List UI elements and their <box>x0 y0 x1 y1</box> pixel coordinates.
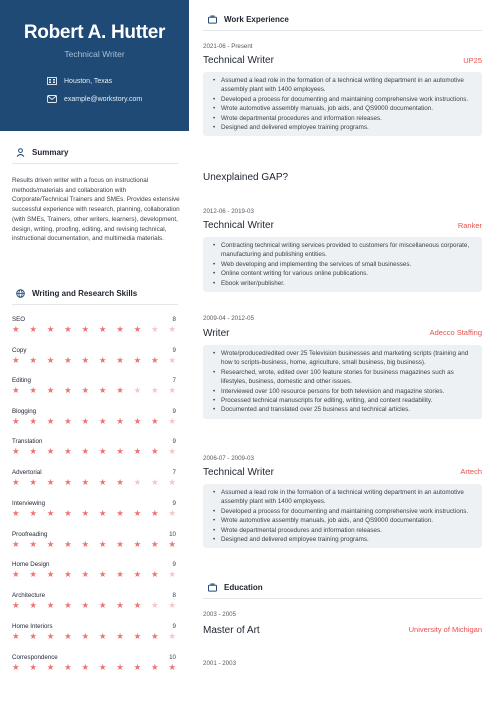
bullet-item: • Web developing and implementing the services of small businesses. <box>221 260 474 269</box>
bullet-item: • Designed and delivered employee training programs. <box>221 535 474 544</box>
star-icon: ★ <box>46 324 55 334</box>
skill-name: Interviewing <box>12 500 46 507</box>
star-icon: ★ <box>46 446 55 456</box>
star-icon: ★ <box>151 569 159 579</box>
star-icon: ★ <box>133 662 142 672</box>
star-icon: ★ <box>29 324 37 334</box>
skill-score: 9 <box>172 623 176 630</box>
star-icon: ★ <box>98 446 107 456</box>
star-icon: ★ <box>168 600 176 610</box>
skill-name: SEO <box>12 316 26 323</box>
star-icon: ★ <box>98 539 107 549</box>
skill-stars <box>12 356 176 365</box>
star-icon: ★ <box>98 385 107 395</box>
star-icon: ★ <box>81 477 90 487</box>
star-icon: ★ <box>133 355 142 365</box>
star-icon: ★ <box>12 355 20 365</box>
skill-stars <box>12 663 176 672</box>
star-icon: ★ <box>98 416 107 426</box>
skills-title: Writing and Research Skills <box>32 289 138 298</box>
star-icon: ★ <box>12 416 20 426</box>
skill-stars <box>12 417 176 426</box>
skill-score: 8 <box>172 316 176 323</box>
star-icon: ★ <box>46 477 55 487</box>
star-icon: ★ <box>29 477 37 487</box>
star-icon: ★ <box>116 631 124 641</box>
skill-score: 9 <box>172 438 176 445</box>
profile-header <box>0 0 189 131</box>
location-text: Houston, Texas <box>64 77 113 85</box>
star-icon: ★ <box>116 600 124 610</box>
education-heading <box>208 583 263 592</box>
skill-score: 9 <box>172 500 176 507</box>
star-icon: ★ <box>46 631 55 641</box>
star-icon: ★ <box>29 569 37 579</box>
skill-score: 10 <box>169 531 176 538</box>
experience-heading <box>208 15 289 24</box>
skill-stars <box>12 540 176 549</box>
star-icon: ★ <box>46 662 55 672</box>
star-icon: ★ <box>81 600 90 610</box>
bullet-item: • Wrote automotive assembly manuals, job aids, and QS9000 documentation. <box>221 516 474 525</box>
skills-divider <box>12 304 178 305</box>
star-icon: ★ <box>81 569 90 579</box>
star-icon: ★ <box>151 508 159 518</box>
summary-divider <box>12 163 178 164</box>
job-date: 2006-07 - 2009-03 <box>203 455 254 462</box>
skill-score: 7 <box>172 469 176 476</box>
star-icon: ★ <box>133 569 142 579</box>
star-icon: ★ <box>29 385 37 395</box>
star-icon: ★ <box>116 477 124 487</box>
job-title: Technical Writer <box>203 220 274 231</box>
star-icon: ★ <box>151 446 159 456</box>
star-icon: ★ <box>133 631 142 641</box>
star-icon: ★ <box>116 324 124 334</box>
star-icon: ★ <box>133 477 142 487</box>
skill-stars <box>12 325 176 334</box>
star-icon: ★ <box>168 662 176 672</box>
star-icon: ★ <box>133 416 142 426</box>
bullet-item: • Researched, wrote, edited over 100 feature stories for business magazines such as lifestyles, business, domestic and other issues. <box>221 368 474 387</box>
star-icon: ★ <box>64 508 72 518</box>
star-icon: ★ <box>29 416 37 426</box>
skill-name: Editing <box>12 377 31 384</box>
bullet-item: • Developed a process for documenting and maintaining comprehensive work instructions. <box>221 507 474 516</box>
star-icon: ★ <box>12 631 20 641</box>
star-icon: ★ <box>12 324 20 334</box>
star-icon: ★ <box>12 508 20 518</box>
skill-name: Translation <box>12 438 43 445</box>
star-icon: ★ <box>151 416 159 426</box>
star-icon: ★ <box>98 631 107 641</box>
skill-stars <box>12 478 176 487</box>
bullet-item: • Assumed a lead role in the formation of a technical writing department in an automotive assembly plant with 1400 employees. <box>221 488 474 507</box>
star-icon: ★ <box>151 355 159 365</box>
star-icon: ★ <box>29 355 37 365</box>
star-icon: ★ <box>168 569 176 579</box>
company-name: Ranker <box>457 221 482 230</box>
skill-stars <box>12 601 176 610</box>
star-icon: ★ <box>168 385 176 395</box>
skill-score: 9 <box>172 561 176 568</box>
star-icon: ★ <box>116 446 124 456</box>
star-icon: ★ <box>64 355 72 365</box>
job-title: Technical Writer <box>203 55 274 66</box>
summary-text: Results driven writer with a focus on instructional methods/materials and collaboration with Corporate/Technical Trainers and SMEs. Provides extensive successful experience with research, planning, collaboration (with SMEs, Trainers, other writers, learners), development, design, writing, proofing, editing, and revising technical, instructional documentation, and multimedia materials. <box>12 177 180 243</box>
skill-name: Copy <box>12 347 27 354</box>
summary-heading <box>16 148 68 157</box>
star-icon: ★ <box>98 355 107 365</box>
star-icon: ★ <box>98 324 107 334</box>
star-icon: ★ <box>151 385 159 395</box>
bullet-item: • Designed and delivered employee training programs. <box>221 123 474 132</box>
skill-name: Blogging <box>12 408 37 415</box>
star-icon: ★ <box>81 631 90 641</box>
skill-name: Correspondence <box>12 654 58 661</box>
star-icon: ★ <box>168 446 176 456</box>
education-divider <box>203 598 482 599</box>
skill-name: Architecture <box>12 592 46 599</box>
bullet-item: • Processed technical manuscripts for editing, writing, and content readability. <box>221 396 474 405</box>
star-icon: ★ <box>29 508 37 518</box>
star-icon: ★ <box>116 662 124 672</box>
star-icon: ★ <box>46 600 55 610</box>
star-icon: ★ <box>133 600 142 610</box>
star-icon: ★ <box>151 539 159 549</box>
star-icon: ★ <box>98 600 107 610</box>
bullet-item: • Wrote departmental procedures and information releases. <box>221 526 474 535</box>
star-icon: ★ <box>81 355 90 365</box>
job-title: Writer <box>203 328 230 339</box>
star-icon: ★ <box>168 539 176 549</box>
company-name: Artech <box>460 467 482 476</box>
star-icon: ★ <box>81 662 90 672</box>
briefcase-icon <box>208 583 217 592</box>
skill-score: 10 <box>169 654 176 661</box>
bullet-item: • Assumed a lead role in the formation of a technical writing department in an automotive assembly plant with 1400 employees. <box>221 76 474 95</box>
star-icon: ★ <box>168 508 176 518</box>
skill-score: 9 <box>172 347 176 354</box>
bullet-item: • Wrote automotive assembly manuals, job aids, and QS9000 documentation. <box>221 104 474 113</box>
education-date: 2003 - 2005 <box>203 611 237 618</box>
star-icon: ★ <box>29 662 37 672</box>
star-icon: ★ <box>64 477 72 487</box>
star-icon: ★ <box>133 324 142 334</box>
skill-score: 9 <box>172 408 176 415</box>
candidate-role: Technical Writer <box>64 49 125 59</box>
star-icon: ★ <box>81 416 90 426</box>
star-icon: ★ <box>64 385 72 395</box>
star-icon: ★ <box>98 569 107 579</box>
bullet-item: • Documented and translated over 25 business and technical articles. <box>221 405 474 414</box>
star-icon: ★ <box>64 539 72 549</box>
star-icon: ★ <box>46 539 55 549</box>
star-icon: ★ <box>133 508 142 518</box>
bullet-item: • Contracting technical writing services provided to customers for miscellaneous corporate, manufacturing and publishing entities. <box>221 241 474 260</box>
star-icon: ★ <box>81 508 90 518</box>
star-icon: ★ <box>98 477 107 487</box>
building-icon <box>47 77 57 85</box>
job-bullets <box>203 345 482 419</box>
star-icon: ★ <box>133 539 142 549</box>
star-icon: ★ <box>168 355 176 365</box>
bullet-item: • Ebook writer/publisher. <box>221 279 474 288</box>
bullet-item: • Developed a process for documenting and maintaining comprehensive work instructions. <box>221 95 474 104</box>
star-icon: ★ <box>29 446 37 456</box>
star-icon: ★ <box>133 446 142 456</box>
star-icon: ★ <box>116 539 124 549</box>
star-icon: ★ <box>81 324 90 334</box>
star-icon: ★ <box>12 600 20 610</box>
experience-divider <box>203 30 482 31</box>
star-icon: ★ <box>98 508 107 518</box>
bullet-item: • Wrote departmental procedures and information releases. <box>221 114 474 123</box>
skill-name: Home Design <box>12 561 50 568</box>
school-name: University of Michigan <box>408 625 482 634</box>
skills-heading <box>16 289 137 298</box>
star-icon: ★ <box>29 600 37 610</box>
skill-score: 7 <box>172 377 176 384</box>
skill-stars <box>12 447 176 456</box>
job-bullets <box>203 72 482 136</box>
star-icon: ★ <box>81 539 90 549</box>
bullet-item: • Interviewed over 100 resource persons for both television and magazine stories. <box>221 387 474 396</box>
email-row[interactable] <box>47 95 142 103</box>
star-icon: ★ <box>116 508 124 518</box>
candidate-name: Robert A. Hutter <box>23 22 166 43</box>
skill-name: Home Interiors <box>12 623 53 630</box>
job-bullets <box>203 237 482 292</box>
job-date: 2021-06 - Present <box>203 43 253 50</box>
star-icon: ★ <box>64 569 72 579</box>
star-icon: ★ <box>64 446 72 456</box>
star-icon: ★ <box>116 416 124 426</box>
star-icon: ★ <box>81 385 90 395</box>
job-date: 2012-06 - 2019-03 <box>203 208 254 215</box>
star-icon: ★ <box>12 385 20 395</box>
star-icon: ★ <box>64 600 72 610</box>
summary-title: Summary <box>32 148 69 157</box>
star-icon: ★ <box>12 569 20 579</box>
briefcase-icon <box>208 15 217 24</box>
skill-stars <box>12 509 176 518</box>
star-icon: ★ <box>64 324 72 334</box>
person-icon <box>16 148 25 157</box>
gap-heading: Unexplained GAP? <box>203 172 289 183</box>
sidebar <box>0 0 189 702</box>
star-icon: ★ <box>168 324 176 334</box>
bullet-item: • Online content writing for various online publications. <box>221 269 474 278</box>
skill-stars <box>12 386 176 395</box>
star-icon: ★ <box>151 324 159 334</box>
location-row <box>47 77 112 85</box>
star-icon: ★ <box>12 477 20 487</box>
star-icon: ★ <box>29 631 37 641</box>
star-icon: ★ <box>12 662 20 672</box>
degree-title: Master of Art <box>203 625 260 636</box>
star-icon: ★ <box>12 446 20 456</box>
skill-score: 8 <box>172 592 176 599</box>
star-icon: ★ <box>46 385 55 395</box>
star-icon: ★ <box>64 631 72 641</box>
star-icon: ★ <box>98 662 107 672</box>
star-icon: ★ <box>12 539 20 549</box>
skill-name: Proofreading <box>12 531 48 538</box>
star-icon: ★ <box>46 355 55 365</box>
skill-name: Advertorial <box>12 469 42 476</box>
job-date: 2009-04 - 2012-05 <box>203 315 254 322</box>
star-icon: ★ <box>46 416 55 426</box>
education-date: 2001 - 2003 <box>203 660 237 667</box>
bullet-item: • Wrote/produced/edited over 25 Television businesses and marketing scripts (training and how to scripts-business, home, agriculture, small business, big business). <box>221 349 474 368</box>
job-bullets <box>203 484 482 548</box>
star-icon: ★ <box>64 662 72 672</box>
company-name: UP25 <box>463 56 482 65</box>
job-title: Technical Writer <box>203 467 274 478</box>
star-icon: ★ <box>151 631 159 641</box>
skill-stars <box>12 570 176 579</box>
star-icon: ★ <box>116 355 124 365</box>
email-link[interactable]: example@workstory.com <box>64 95 143 103</box>
star-icon: ★ <box>151 477 159 487</box>
star-icon: ★ <box>64 416 72 426</box>
education-title: Education <box>224 583 263 592</box>
star-icon: ★ <box>29 539 37 549</box>
mail-icon <box>47 95 57 103</box>
globe-icon <box>16 289 25 298</box>
star-icon: ★ <box>168 416 176 426</box>
star-icon: ★ <box>151 600 159 610</box>
star-icon: ★ <box>168 477 176 487</box>
star-icon: ★ <box>46 508 55 518</box>
company-name: Adecco Staffing <box>429 328 482 337</box>
star-icon: ★ <box>46 569 55 579</box>
star-icon: ★ <box>116 385 124 395</box>
star-icon: ★ <box>151 662 159 672</box>
experience-title: Work Experience <box>224 15 289 24</box>
star-icon: ★ <box>168 631 176 641</box>
main-content <box>189 0 496 702</box>
star-icon: ★ <box>133 385 142 395</box>
star-icon: ★ <box>116 569 124 579</box>
skill-stars <box>12 632 176 641</box>
star-icon: ★ <box>81 446 90 456</box>
